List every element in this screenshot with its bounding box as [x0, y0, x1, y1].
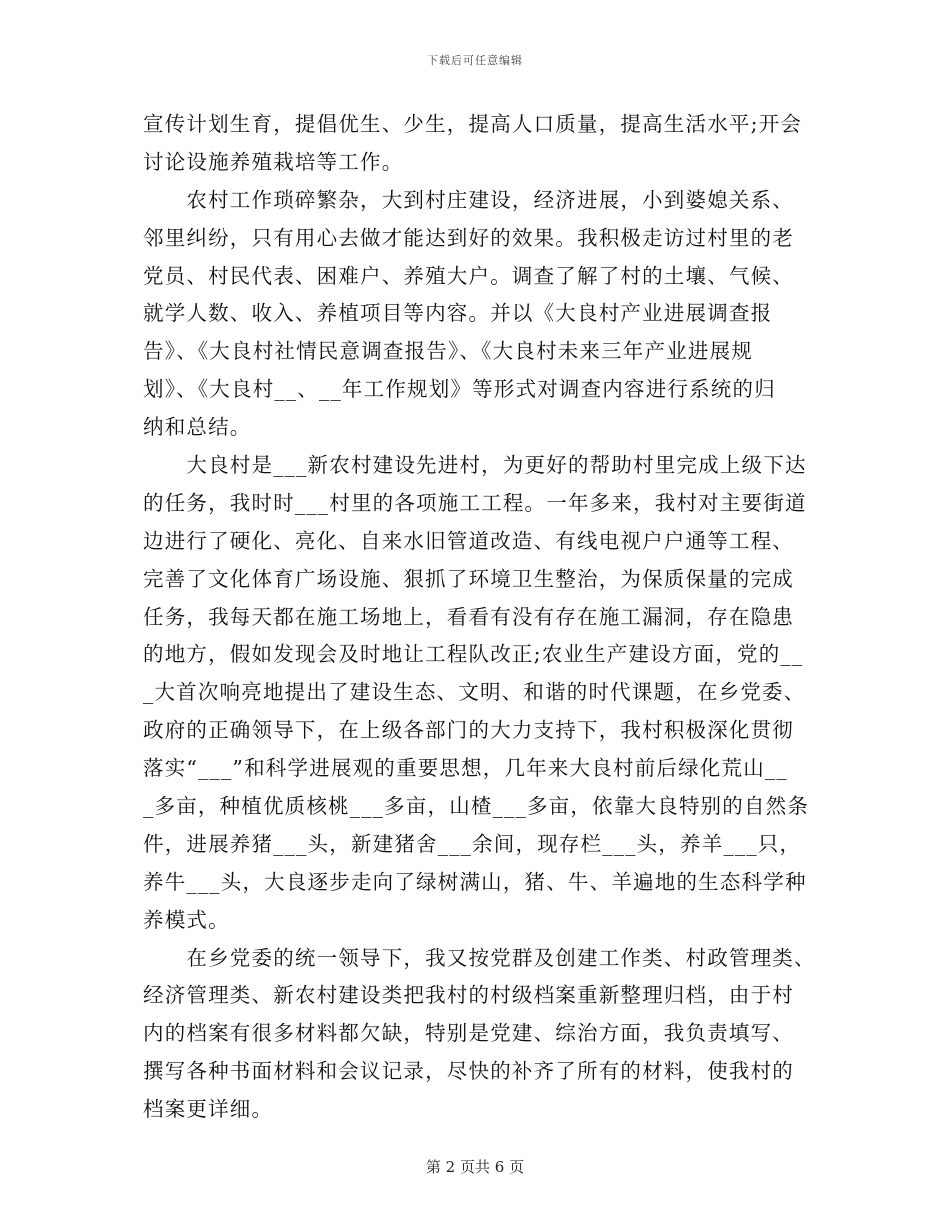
text-line: 在乡党委的统一领导下，我又按党群及创建工作类、村政管理类、: [143, 945, 816, 970]
text-line: 完善了文化体育广场设施、狠抓了环境卫生整治，为保质保量的完成: [143, 566, 794, 591]
text-line: 纳和总结。: [143, 415, 252, 440]
text-line: 告》、《大良村社情民意调查报告》、《大良村未来三年产业进展规: [143, 339, 753, 364]
text-line: 落实“___”和科学进展观的重要思想，几年来大良村前后绿化荒山__: [143, 756, 788, 781]
text-line: 任务，我每天都在施工场地上，看看有没有存在施工漏洞，存在隐患: [143, 604, 794, 629]
text-line: 经济管理类、新农村建设类把我村的村级档案重新整理归档，由于村: [143, 983, 794, 1008]
document-body: [143, 106, 816, 1129]
text-line: 养模式。: [143, 907, 230, 932]
text-line: 的任务，我时时___村里的各项施工工程。一年多来，我村对主要街道: [143, 490, 807, 515]
text-line: 大良村是___新农村建设先进村，为更好的帮助村里完成上级下达: [143, 453, 807, 478]
text-line: 的地方，假如发现会及时地让工程队改正;农业生产建设方面，党的__: [143, 642, 804, 667]
text-line: _多亩，种植优质核桃___多亩，山楂___多亩，依靠大良特别的自然条: [143, 794, 810, 819]
text-line: 划》、《大良村__、__年工作规划》等形式对调查内容进行系统的归: [143, 377, 776, 402]
text-line: 讨论设施养殖栽培等工作。: [143, 149, 404, 174]
paragraph: [143, 106, 811, 182]
text-line: 政府的正确领导下，在上级各部门的大力支持下，我村积极深化贯彻: [143, 718, 794, 743]
paragraph: [143, 940, 816, 1129]
paragraph: [143, 182, 811, 447]
text-line: 就学人数、收入、养植项目等内容。并以《大良村产业进展调查报: [143, 301, 773, 326]
text-line: _大首次响亮地提出了建设生态、文明、和谐的时代课题，在乡党委、: [143, 680, 806, 705]
text-line: 撰写各种书面材料和会议记录，尽快的补齐了所有的材料，使我村的: [143, 1059, 794, 1084]
text-line: 宣传计划生育，提倡优生、少生，提高人口质量，提高生活水平;开会: [143, 112, 803, 136]
text-line: 档案更详细。: [143, 1097, 274, 1122]
text-line: 党员、村民代表、困难户、养殖大户。调查了解了村的土壤、气候、: [143, 263, 794, 288]
text-line: 件，进展养猪___头，新建猪舍___余间，现存栏___头，养羊___只，: [143, 831, 802, 856]
page-header: 下载后可任意编辑: [427, 54, 523, 67]
page-footer: 第 2 页共 6 页: [425, 1158, 525, 1176]
text-line: 邻里纠纷，只有用心去做才能达到好的效果。我积极走访过村里的老: [143, 225, 794, 250]
paragraph: [143, 447, 811, 940]
text-line: 农村工作琐碎繁杂，大到村庄建设，经济进展，小到婆媳关系、: [143, 187, 794, 212]
text-line: 养牛___头，大良逐步走向了绿树满山，猪、牛、羊遍地的生态科学种: [143, 869, 807, 894]
text-line: 内的档案有很多材料都欠缺，特别是党建、综治方面，我负责填写、: [143, 1021, 794, 1046]
text-line: 边进行了硬化、亮化、自来水旧管道改造、有线电视户户通等工程、: [143, 528, 794, 553]
